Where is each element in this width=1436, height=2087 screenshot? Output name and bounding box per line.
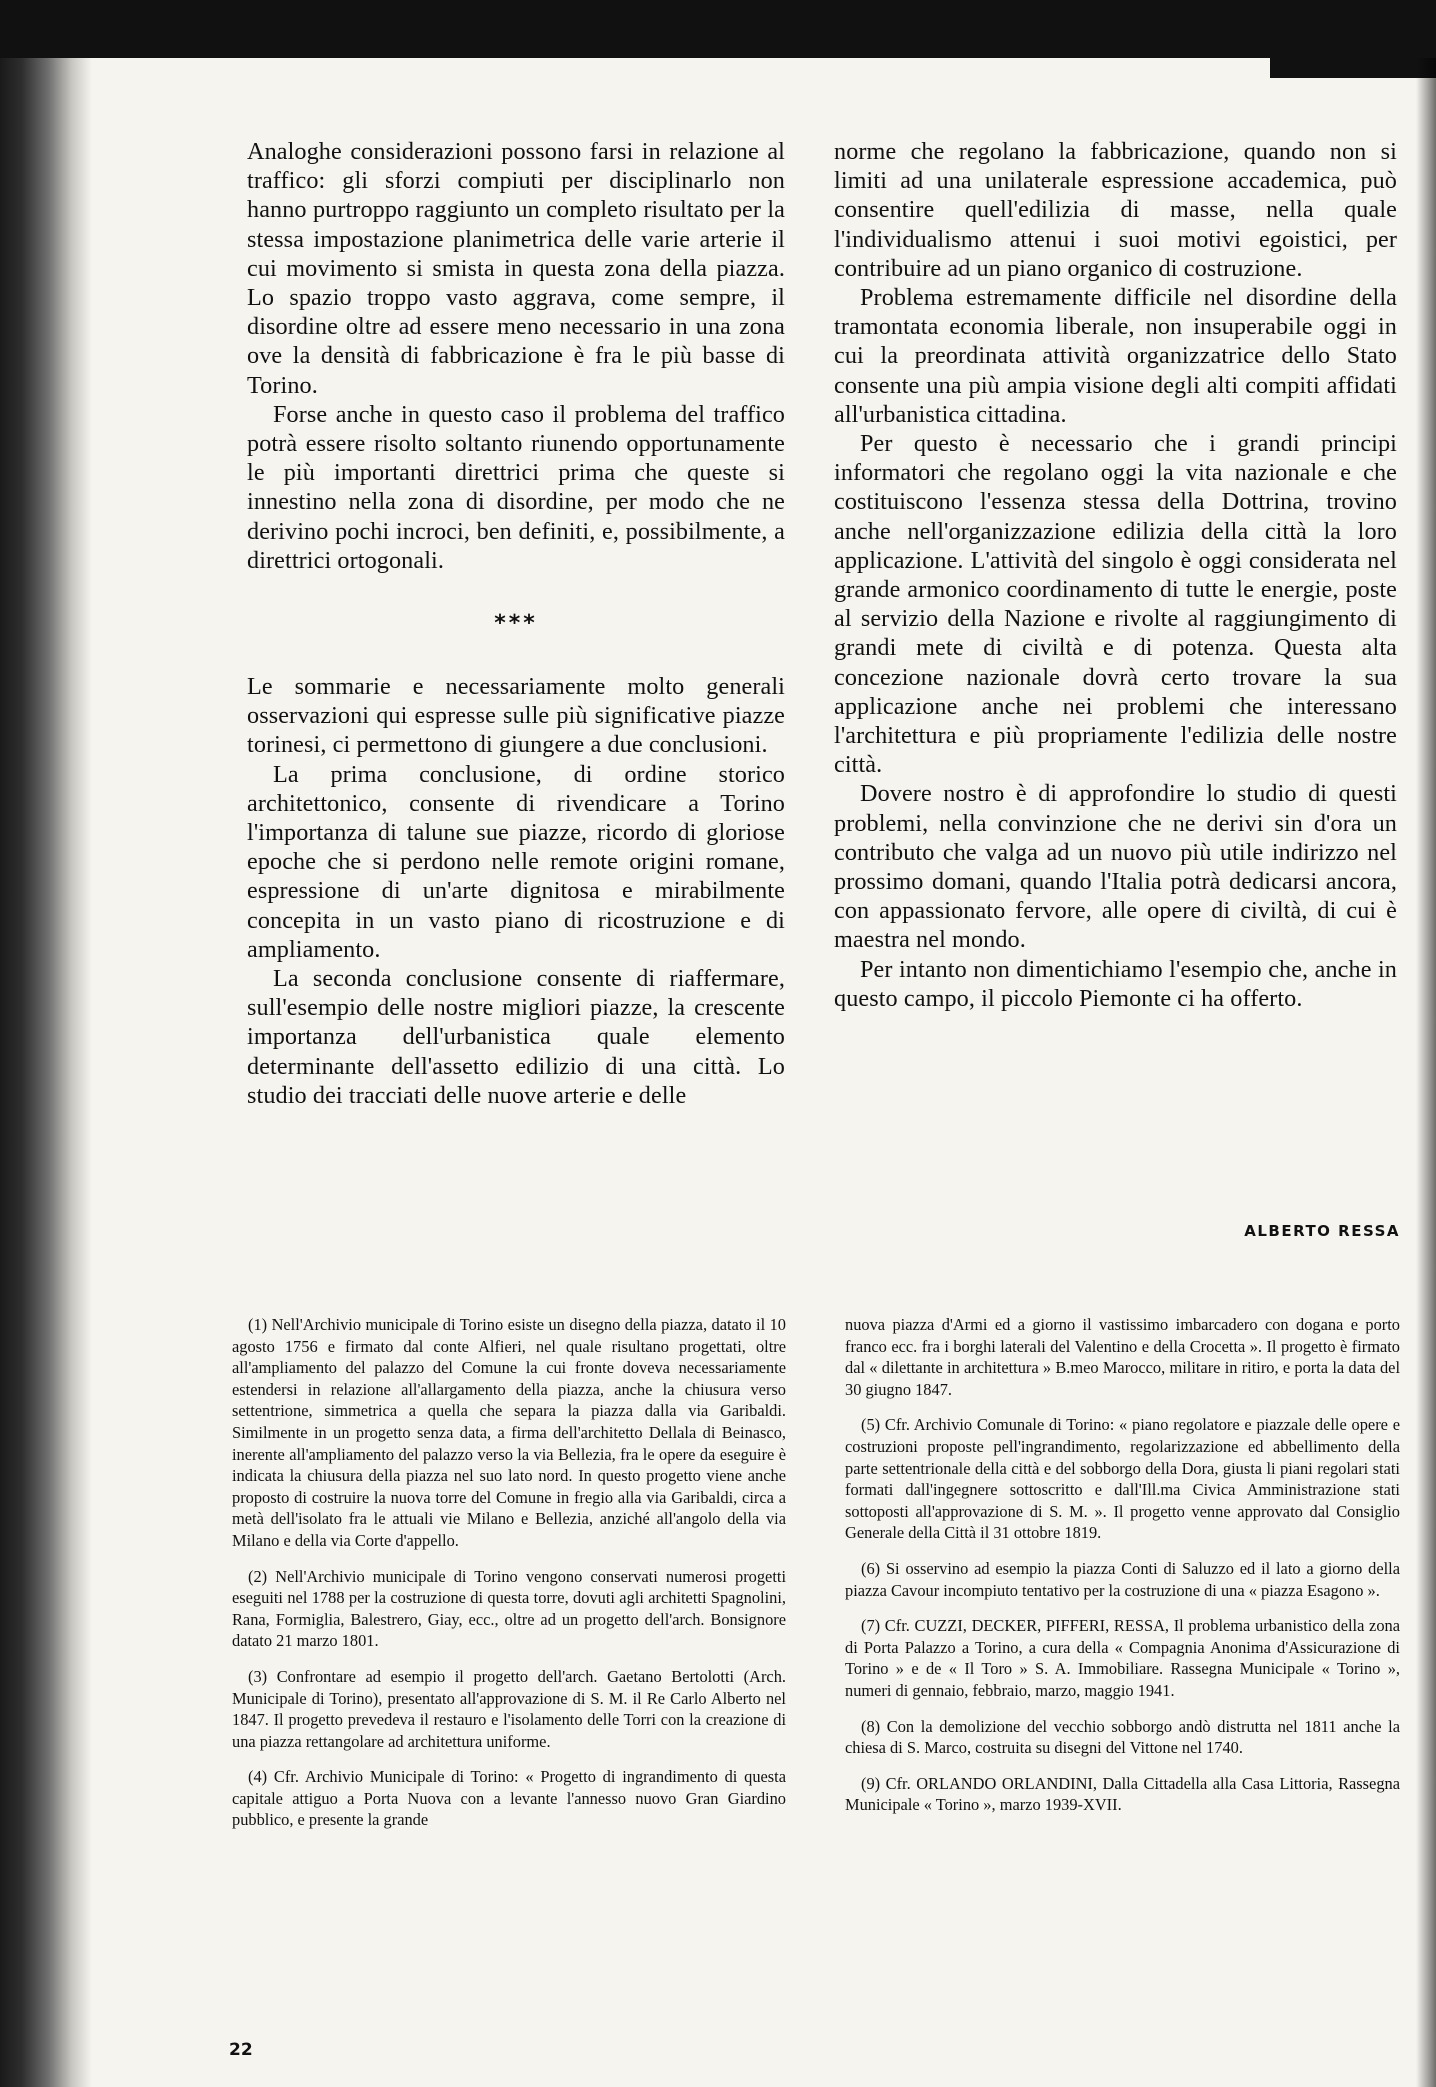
article-right-column bbox=[834, 137, 1397, 1013]
footnote: (7) Cfr. CUZZI, DECKER, PIFFERI, RESSA, Il problema urbanistico della zona di Porta Palazzo a Torino, a cura della « Compagnia Anonima d'Assicurazione di Torino » e de « Il Toro » S. A. Immobiliare. Rassegna Municipale « Torino », numeri di gennaio, febbraio, marzo, maggio 1941. bbox=[845, 1616, 1400, 1700]
scan-top-border bbox=[0, 0, 1436, 58]
author-signature: ALBERTO RESSA bbox=[1244, 1222, 1400, 1240]
scan-right-edge bbox=[1416, 58, 1436, 2087]
paragraph: Per questo è necessario che i grandi principi informatori che regolano oggi la vita nazionale e che costituiscono l'essenza stessa della Dottrina, trovino anche nell'organizzazione edilizia della città la loro applicazione. L'attività del singolo è oggi considerata nel grande armonico coordinamento di tutte le energie, poste al servizio della Nazione e rivolte al raggiungimento di grandi mete di civiltà e di potenza. Questa alta concezione nazionale dovrà certo trovare la sua applicazione anche nei problemi che interessano l'architettura e più propriamente l'edilizia delle nostre città. bbox=[834, 430, 1397, 779]
paragraph: Forse anche in questo caso il problema del traffico potrà essere risolto soltanto riunendo opportunamente le più importanti direttrici prima che queste si innestino nella zona di disordine, per modo che ne derivino pochi incroci, ben definiti, e, possibilmente, a direttrici ortogonali. bbox=[247, 400, 785, 574]
section-separator: *** bbox=[494, 611, 538, 637]
paragraph: Le sommarie e necessariamente molto generali osservazioni qui espresse sulle più significative piazze torinesi, ci permettono di giungere a due conclusioni. bbox=[247, 673, 785, 759]
footnote: (8) Con la demolizione del vecchio sobborgo andò distrutta nel 1811 anche la chiesa di S. Marco, costruita su disegni del Vittone nel 1740. bbox=[845, 1716, 1400, 1758]
footnote: (2) Nell'Archivio municipale di Torino vengono conservati numerosi progetti eseguiti nel 1788 per la costruzione di questa torre, dovuti agli architetti Spagnolini, Rana, Formiglia, Balestrero, Giay, ecc., oltre ad un progetto dell'arch. Bonsignore datato 21 marzo 1801. bbox=[232, 1566, 786, 1651]
footnote: (4) Cfr. Archivio Municipale di Torino: « Progetto di ingrandimento di questa capitale attiguo a Porta Nuova con a levante l'annesso nuovo Gran Giardino pubblico, e presente la grande bbox=[232, 1767, 786, 1830]
scan-top-right-border bbox=[1270, 0, 1436, 78]
footnote: (5) Cfr. Archivio Comunale di Torino: « piano regolatore e piazzale delle opere e costruzioni proposte pell'ingrandimento, regolarizzazione ed abbellimento della parte settentrionale della città e del sobborgo della Dora, giusta li piani regolari stati formati dall'ingegnere sottoscritto e dall'Ill.ma Civica Amministrazione stati sottoposti all'approvazione di S. M. ». Il progetto venne approvato dal Consiglio Generale della Città il 31 ottobre 1819. bbox=[845, 1415, 1400, 1543]
book-gutter-shadow bbox=[0, 58, 92, 2087]
paragraph: Problema estremamente difficile nel disordine della tramontata economia liberale, non insuperabile oggi in cui la preordinata attività organizzatrice dello Stato consente una più ampia visione degli alti compiti affidati all'urbanistica cittadina. bbox=[834, 284, 1397, 428]
footnote: (1) Nell'Archivio municipale di Torino esiste un disegno della piazza, datato il 10 agosto 1756 e firmato dal conte Alfieri, nel quale risultano progettati, oltre all'ampliamento del palazzo del Comune la cui fronte doveva necessariamente estendersi in relazione all'allargamento della piazza, anche la chiusura verso settentrione, simmetrica a quella che separa la piazza dalla via Garibaldi. Similmente in un progetto senza data, a firma dell'architetto Dellala di Beinasco, inerente all'ampliamento del palazzo verso la via Bellezia, fra le opere da eseguire è indicata la chiusura della piazza nel suo lato nord. In questo progetto viene anche proposto di costruire la nuova torre del Comune in fregio alla via Garibaldi, circa a metà dell'isolato fra le attuali vie Milano e Bellezia, anziché all'angolo della via Milano e della via Corte d'appello. bbox=[232, 1315, 786, 1550]
paragraph: Dovere nostro è di approfondire lo studio di questi problemi, nella convinzione che ne derivi sin d'ora un contributo che valga ad un nuovo più utile indirizzo nel prossimo domani, quando l'Italia potrà dedicarsi ancora, con appassionato fervore, alle opere di civiltà, di cui è maestra nel mondo. bbox=[834, 780, 1397, 954]
article-left-column bbox=[247, 137, 785, 1110]
footnote: (3) Confrontare ad esempio il progetto dell'arch. Gaetano Bertolotti (Arch. Municipale di Torino), presentato all'approvazione di S. M. il Re Carlo Alberto nel 1847. Il progetto prevedeva il restauro e l'isolamento delle Torri con la creazione di una piazza rettangolare ad architettura uniforme. bbox=[232, 1666, 786, 1751]
footnote: nuova piazza d'Armi ed a giorno il vastissimo imbarcadero con dogana e porto franco ecc. fra i borghi laterali del Valentino e della Crocetta ». Il progetto è firmato dal « dilettante in architettura » B.meo Marocco, militare in ritiro, e porta la data del 30 giugno 1847. bbox=[845, 1315, 1400, 1399]
footnote: (6) Si osservino ad esempio la piazza Conti di Saluzzo ed il lato a giorno della piazza Cavour incompiuto tentativo per la costruzione di una « piazza Esagono ». bbox=[845, 1558, 1400, 1600]
page-number: 22 bbox=[229, 2040, 253, 2060]
footnotes-left-column bbox=[232, 1314, 786, 1845]
footnotes-right-column bbox=[845, 1314, 1400, 1830]
paragraph: norme che regolano la fabbricazione, quando non si limiti ad una unilaterale espressione accademica, può consentire quell'edilizia di masse, nella quale l'individualismo attenui i suoi motivi egoistici, per contribuire ad un piano organico di costruzione. bbox=[834, 138, 1397, 282]
paragraph: La seconda conclusione consente di riaffermare, sull'esempio delle nostre migliori piazze, la crescente importanza dell'urbanistica quale elemento determinante dell'assetto edilizio di una città. Lo studio dei tracciati delle nuove arterie e delle bbox=[247, 965, 785, 1109]
paragraph: Per intanto non dimentichiamo l'esempio che, anche in questo campo, il piccolo Piemonte ci ha offerto. bbox=[834, 955, 1397, 1012]
paragraph: La prima conclusione, di ordine storico architettonico, consente di rivendicare a Torino l'importanza di talune sue piazze, ricordo di gloriose epoche che si perdono nelle remote origini romane, espressione di un'arte dignitosa e mirabilmente concepita in un vasto piano di ricostruzione e di ampliamento. bbox=[247, 760, 785, 963]
paragraph: Analoghe considerazioni possono farsi in relazione al traffico: gli sforzi compiuti per disciplinarlo non hanno purtroppo raggiunto un completo risultato per la stessa impostazione planimetrica delle varie arterie il cui movimento si smista in questa zona della piazza. Lo spazio troppo vasto aggrava, come sempre, il disordine oltre ad essere meno necessario in una zona ove la densità di fabbricazione è fra le più basse di Torino. bbox=[247, 138, 785, 399]
footnote: (9) Cfr. ORLANDO ORLANDINI, Dalla Cittadella alla Casa Littoria, Rassegna Municipale « Torino », marzo 1939-XVII. bbox=[845, 1773, 1400, 1815]
